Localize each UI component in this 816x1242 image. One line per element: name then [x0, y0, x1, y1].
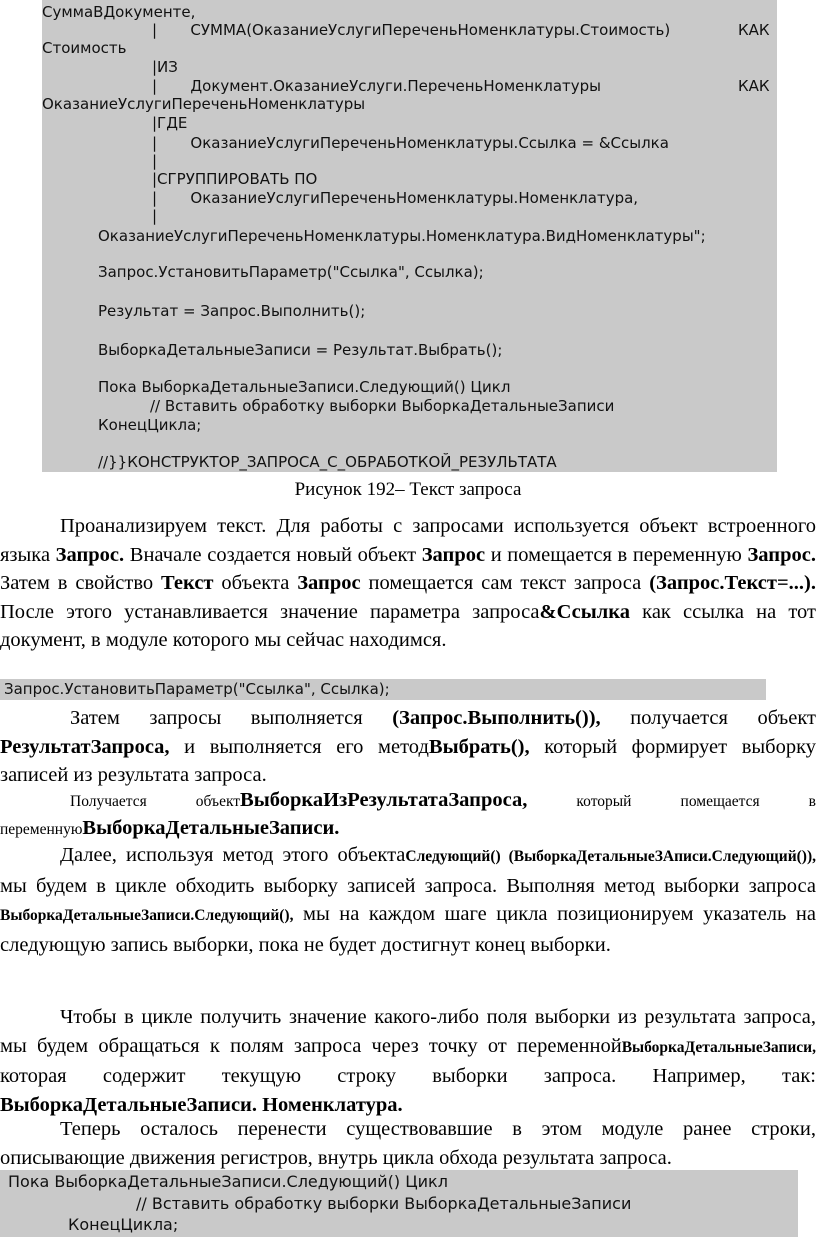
text: мы будем в цикле обходить выборку записей запроса. Выполняя метод выборки запроса [0, 874, 816, 897]
paragraph-3 [0, 787, 816, 843]
code-line: КонецЦикла; [98, 416, 202, 434]
code-line: Запрос.УстановитьПараметр("Ссылка", Ссылка); [98, 263, 484, 281]
bold-text: ВыборкаДетальныеЗаписи. [82, 817, 340, 839]
bold-text: Запрос [297, 572, 361, 595]
code-snippet-set-parameter: Запрос.УстановитьПараметр("Ссылка", Ссылка); [0, 679, 766, 700]
bold-text: Запрос. [55, 543, 125, 566]
text: как ссылка на тот документ, в модуле которого мы сейчас находимся. [0, 600, 816, 652]
code-line: Пока ВыборкаДетальныеЗаписи.Следующий() Цикл [98, 378, 511, 396]
bold-text: ВыборкаДетальныеЗаписи, [621, 1038, 816, 1056]
code-line: КонецЦикла; [68, 1215, 179, 1234]
code-line: | [152, 207, 158, 225]
text: Далее, используя метод этого объекта [60, 844, 406, 866]
code-line: //}}КОНСТРУКТОР_ЗАПРОСА_С_ОБРАБОТКОЙ_РЕЗУЛЬТАТА [98, 453, 557, 471]
text: Теперь осталось перенести существовавшие в этом модуле ранее строки, описывающие движения регистров, внутрь цикла обхода результата запроса. [0, 1118, 816, 1169]
bold-text: ВыборкаДетальныеЗаписи. Номенклатура. [0, 1093, 403, 1116]
text: Проанализируем текст. Для работы с запросами используется объект встроенного языка [0, 515, 816, 566]
text: и выполняется его метод [169, 735, 429, 758]
code-line: // Вставить обработку выборки ВыборкаДетальныеЗаписи [150, 397, 615, 415]
bold-text: Текст [161, 572, 214, 595]
paragraph-1 [0, 512, 816, 655]
text: помещается сам текст запроса [360, 572, 650, 595]
bold-text: &Ссылка [539, 600, 631, 623]
code-line: ОказаниеУслугиПереченьНоменклатуры [42, 95, 366, 113]
code-snippet-loop [0, 1170, 798, 1237]
text: Вначале создается новый объект [124, 543, 422, 566]
bold-text: (Запрос.Текст=...). [649, 572, 816, 595]
code-line: Стоимость [42, 39, 127, 57]
code-line: | Документ.ОказаниеУслуги.ПереченьНоменклатуры [152, 77, 602, 95]
paragraph-5 [0, 1003, 816, 1119]
code-line: КАК [738, 77, 770, 95]
code-screenshot [42, 0, 777, 472]
paragraph-4 [0, 841, 816, 959]
text: объекта [213, 572, 298, 595]
bold-text: ВыборкаИзРезультатаЗапроса, [240, 789, 528, 811]
code-line: СуммаВДокументе, [42, 3, 196, 21]
text: Затем в свойство [0, 572, 162, 595]
bold-text: Выбрать(), [428, 735, 530, 758]
bold-text: РезультатЗапроса, [0, 735, 170, 758]
code-line: ВыборкаДетальныеЗаписи = Результат.Выбрать(); [98, 341, 503, 359]
code-line: | ОказаниеУслугиПереченьНоменклатуры.Номенклатура, [152, 189, 639, 207]
code-line: ОказаниеУслугиПереченьНоменклатуры.Номенклатура.ВидНоменклатуры"; [98, 227, 706, 245]
code-line: // Вставить обработку выборки ВыборкаДетальныеЗаписи [136, 1194, 632, 1213]
text: который помещается в переменную [0, 793, 816, 838]
bold-text: Запрос. [747, 543, 816, 566]
code-line: | [152, 152, 158, 170]
text: которая содержит текущую строку выборки запроса. Например, так: [0, 1065, 816, 1088]
text: получается объект [600, 707, 816, 729]
figure-caption: Рисунок 192– Текст запроса [294, 479, 522, 500]
code-line: |ГДЕ [152, 114, 188, 132]
text: который формирует выборку записей из результата запроса. [0, 735, 816, 787]
text: После этого устанавливается значение параметра запроса [0, 600, 540, 623]
text: Затем запросы выполняется [70, 707, 393, 729]
bold-text: Следующий() (ВыборкаДетальныеЗАписи.Следующий()), [405, 848, 816, 865]
bold-text: (Запрос.Выполнить()), [392, 707, 601, 729]
text: и помещается в переменную [485, 543, 748, 566]
bold-text: Запрос [421, 543, 486, 566]
bold-text: ВыборкаДетальныеЗаписи.Следующий(), [0, 907, 294, 925]
text: Чтобы в цикле получить значение какого-либо поля выборки из результата запроса, мы будем обращаться к полям запроса через точку от переменной [0, 1006, 816, 1057]
code-line: Результат = Запрос.Выполнить(); [98, 302, 366, 320]
code-line: | ОказаниеУслугиПереченьНоменклатуры.Ссылка = &Ссылка [152, 134, 669, 152]
text: мы на каждом шаге цикла позиционируем указатель на следующую запись выборки, пока не будет достигнут конец выборки. [0, 903, 816, 956]
paragraph-2 [0, 704, 816, 790]
code-line: | СУММА(ОказаниеУслугиПереченьНоменклатуры.Стоимость) [152, 21, 671, 39]
code-line: |СГРУППИРОВАТЬ ПО [152, 170, 318, 188]
code-line: |ИЗ [152, 58, 178, 76]
paragraph-6 [0, 1115, 816, 1172]
text: Получается объект [70, 793, 241, 810]
code-line: КАК [738, 21, 770, 39]
code-line: Пока ВыборкаДетальныеЗаписи.Следующий() Цикл [8, 1172, 448, 1191]
